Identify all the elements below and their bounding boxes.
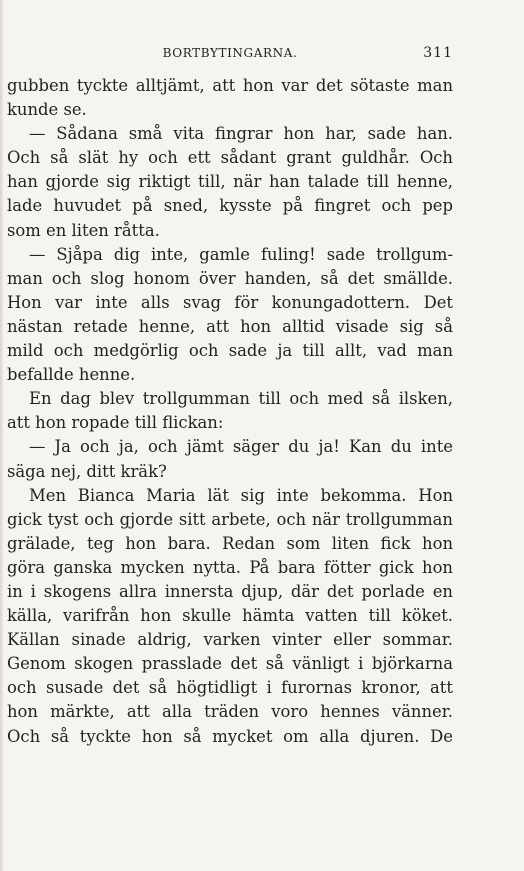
- text-line: Och så tyckte hon så mycket om alla djuren. De: [7, 726, 453, 746]
- text-line: gick tyst och gjorde sitt arbete, och när trollgumman: [7, 509, 453, 529]
- text-line: — Sjåpa dig inte, gamle fuling! sade trollgum-: [29, 244, 453, 264]
- text-line: han gjorde sig riktigt till, när han talade till henne,: [7, 172, 453, 192]
- text-line: Källan sinade aldrig, varken vinter eller sommar.: [7, 630, 453, 650]
- text-line: — Sådana små vita fingrar hon har, sade han.: [29, 124, 453, 144]
- text-line: Men Bianca Maria lät sig inte bekomma. Hon: [29, 485, 453, 505]
- text-line: Hon var inte alls svag för konungadottern. Det: [7, 292, 453, 312]
- text-line: Genom skogen prasslade det så vänligt i björkarna: [7, 654, 453, 674]
- text-line: gubben tyckte alltjämt, att hon var det sötaste man: [7, 76, 453, 95]
- text-line: befallde henne.: [7, 365, 136, 385]
- page-number: 311: [423, 45, 453, 61]
- running-head: [7, 46, 453, 66]
- text-line: säga nej, ditt kräk?: [7, 461, 167, 481]
- text-line: som en liten råtta.: [7, 220, 160, 240]
- text-line: lade huvudet på sned, kysste på fingret och pep: [7, 196, 453, 216]
- text-line: och susade det så högtidligt i furornas kronor, att: [7, 678, 453, 698]
- page-spine-edge: [0, 0, 4, 871]
- text-line: grälade, teg hon bara. Redan som liten fick hon: [7, 533, 453, 553]
- text-line: in i skogens allra innersta djup, där det porlade en: [7, 581, 453, 601]
- running-title: BORTBYTINGARNA.: [162, 46, 298, 60]
- text-line: att hon ropade till flickan:: [7, 413, 224, 433]
- body-text: [7, 74, 453, 749]
- text-line: — Ja och ja, och jämt säger du ja! Kan du inte: [29, 437, 453, 457]
- text-line: nästan retade henne, att hon alltid visade sig så: [7, 316, 453, 336]
- text-line: En dag blev trollgumman till och med så ilsken,: [29, 389, 453, 409]
- text-line: källa, varifrån hon skulle hämta vatten till köket.: [7, 606, 453, 626]
- text-line: man och slog honom över handen, så det smällde.: [7, 268, 453, 288]
- text-line: mild och medgörlig och sade ja till allt, vad man: [7, 341, 453, 361]
- text-line: Och så slät hy och ett sådant grant guldhår. Och: [7, 148, 453, 168]
- text-line: göra ganska mycken nytta. På bara fötter gick hon: [7, 557, 453, 577]
- text-line: hon märkte, att alla träden voro hennes vänner.: [7, 702, 453, 722]
- text-line: kunde se.: [7, 100, 87, 120]
